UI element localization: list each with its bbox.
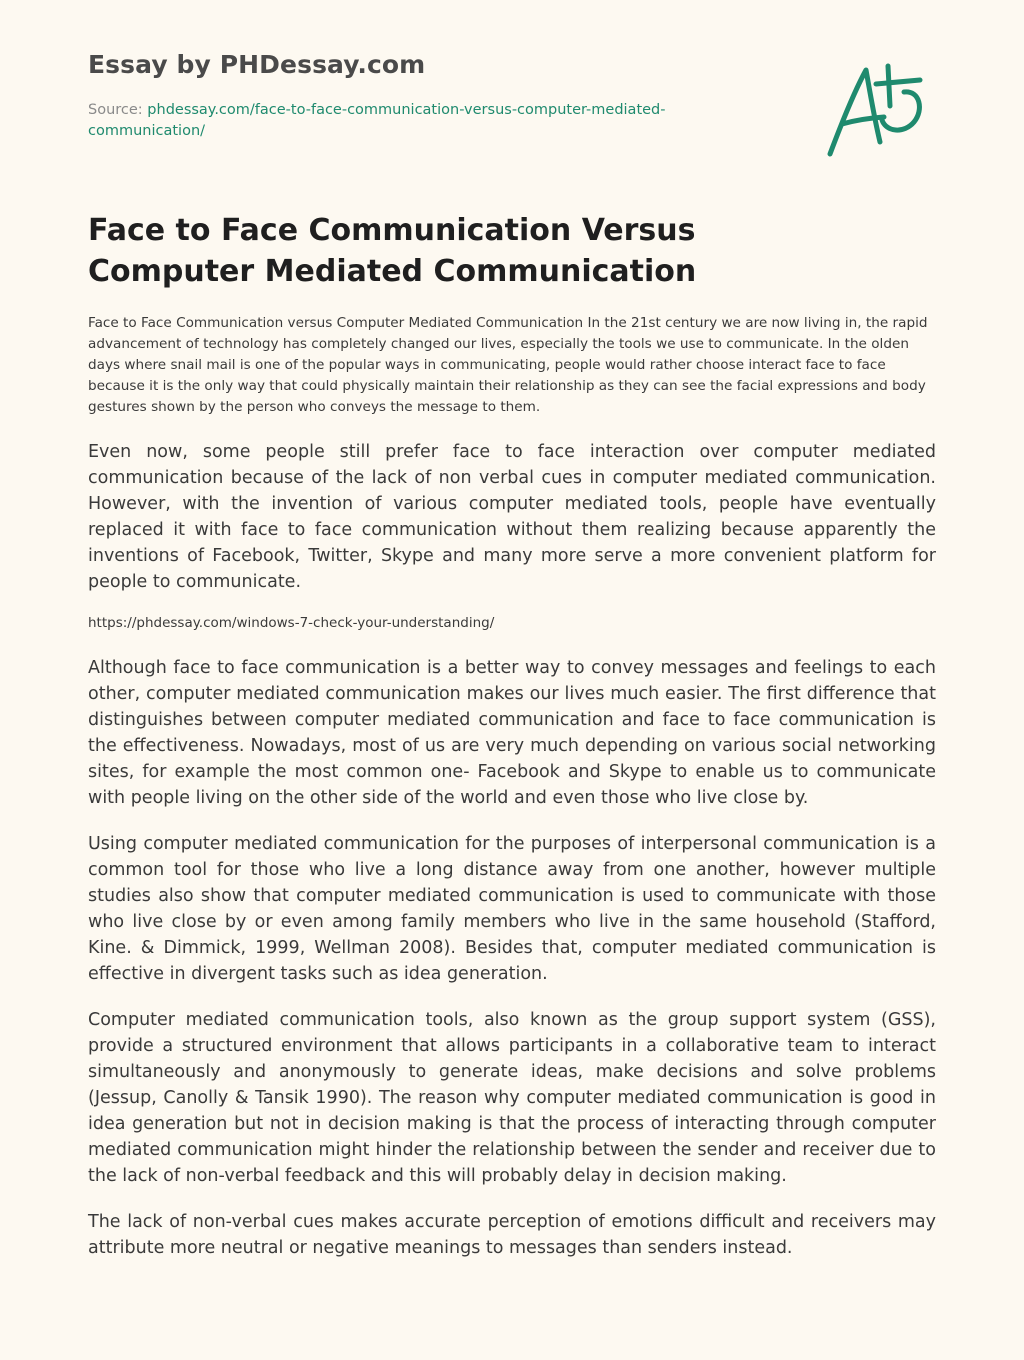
article-body (88, 439, 936, 1281)
article-intro: Face to Face Communication versus Computer Mediated Communication In the 21st century we are now living in, the rapid advancement of technology has completely changed our lives, especially the tools we use to communicate. In the olden days where snail mail is one of the popular ways in communicating, people would rather choose interact face to face because it is the only way that could physically maintain their relationship as they can see the facial expressions and body gestures shown by the person who conveys the message to them. (88, 315, 928, 415)
paragraph-2: Although face to face communication is a better way to convey messages and feelings to each other, computer mediated communication makes our lives much easier. The first difference that distinguishes between computer mediated communication and face to face communication is the effectiveness. Nowadays, most of us are very much depending on various social networking sites, for example the most common one- Facebook and Skype to enable us to communicate with people living on the other side of the world and even those who live close by. (88, 658, 936, 808)
source-label: Source: (88, 102, 148, 118)
paragraph-3: Using computer mediated communication for the purposes of interpersonal communication is a common tool for those who live a long distance away from one another, however multiple studies also show that computer mediated communication is used to communicate with those who live close by or even among family members who live in the same household (Stafford, Kine. & Dimmick, 1999, Wellman 2008). Besides that, computer mediated communication is effective in divergent tasks such as idea generation. (88, 834, 936, 984)
paragraph-4: Computer mediated communication tools, also known as the group support system (GSS), provide a structured environment that allows participants in a collaborative team to interact simultaneously and anonymously to generate ideas, make decisions and solve problems (Jessup, Canolly & Tansik 1990). The reason why computer mediated communication is good in idea generation but not in decision making is that the process of interacting through computer mediated communication might hinder the relationship between the sender and receiver due to the lack of non-verbal feedback and this will probably delay in decision making. (88, 1010, 936, 1186)
source-line (88, 100, 708, 142)
article-title: Face to Face Communication Versus Computer Mediated Communication (88, 213, 697, 289)
related-link[interactable]: https://phdessay.com/windows-7-check-your-understanding/ (88, 615, 495, 631)
a-plus-logo-icon (824, 62, 934, 162)
site-brand[interactable]: Essay by PHDessay.com (88, 50, 426, 79)
source-link[interactable]: phdessay.com/face-to-face-communication-versus-computer-mediated-communication/ (88, 102, 666, 139)
paragraph-5: The lack of non-verbal cues makes accurate perception of emotions difficult and receivers may attribute more neutral or negative meanings to messages than senders instead. (88, 1212, 936, 1258)
paragraph-1: Even now, some people still prefer face to face interaction over computer mediated communication because of the lack of non verbal cues in computer mediated communication. However, with the invention of various computer mediated tools, people have eventually replaced it with face to face communication without them realizing because apparently the inventions of Facebook, Twitter, Skype and many more serve a more convenient platform for people to communicate. (88, 442, 936, 592)
